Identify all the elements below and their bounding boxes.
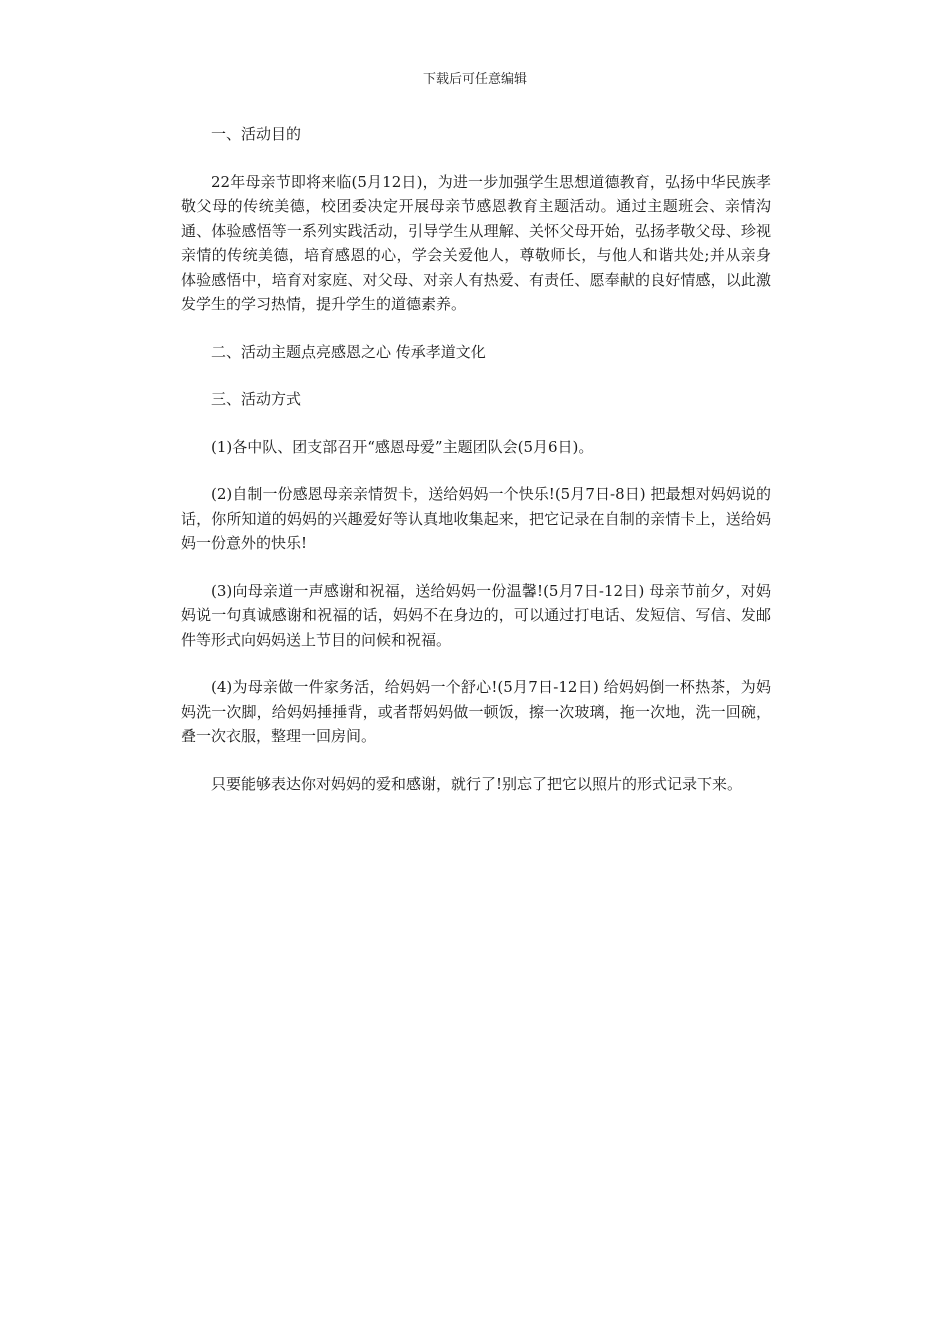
paragraph-purpose: 22年母亲节即将来临(5月12日)，为进一步加强学生思想道德教育，弘扬中华民族孝敬父母的传统美德，校团委决定开展母亲节感恩教育主题活动。通过主题班会、亲情沟通、体验感悟等一系列实践活动，引导学生从理解、关怀父母开始，弘扬孝敬父母、珍视亲情的传统美德，培育感恩的心，学会关爱他人，尊敬师长，与他人和谐共处;并从亲身体验感悟中，培育对家庭、对父母、对亲人有热爱、有责任、愿奉献的良好情感，以此激发学生的学习热情，提升学生的道德素养。 xyxy=(181,172,771,313)
document-body xyxy=(181,122,771,819)
list-item-1: (1)各中队、团支部召开“感恩母爱”主题团队会(5月6日)。 xyxy=(211,437,594,456)
section-heading-purpose: 一、活动目的 xyxy=(211,125,302,143)
list-item-2: (2)自制一份感恩母亲亲情贺卡，送给妈妈一个快乐!(5月7日-8日) 把最想对妈妈说的话，你所知道的妈妈的兴趣爱好等认真地收集起来，把它记录在自制的亲情卡上，送给妈妈一份意外的快乐! xyxy=(181,485,771,552)
page-header: 下载后可任意编辑 xyxy=(422,72,527,87)
paragraph-closing: 只要能够表达你对妈妈的爱和感谢，就行了!别忘了把它以照片的形式记录下来。 xyxy=(211,774,743,793)
list-item-3: (3)向母亲道一声感谢和祝福，送给妈妈一份温馨!(5月7日-12日) 母亲节前夕，对妈妈说一句真诚感谢和祝福的话，妈妈不在身边的，可以通过打电话、发短信、写信、发邮件等形式向妈妈送上节目的问候和祝福。 xyxy=(181,581,771,649)
section-heading-theme: 二、活动主题点亮感恩之心 传承孝道文化 xyxy=(211,342,486,361)
section-heading-methods: 三、活动方式 xyxy=(211,390,302,408)
list-item-4: (4)为母亲做一件家务活，给妈妈一个舒心!(5月7日-12日) 给妈妈倒一杯热茶，为妈妈洗一次脚，给妈妈捶捶背，或者帮妈妈做一顿饭，擦一次玻璃，拖一次地，洗一回碗，叠一次衣服，整理一回房间。 xyxy=(181,678,771,745)
